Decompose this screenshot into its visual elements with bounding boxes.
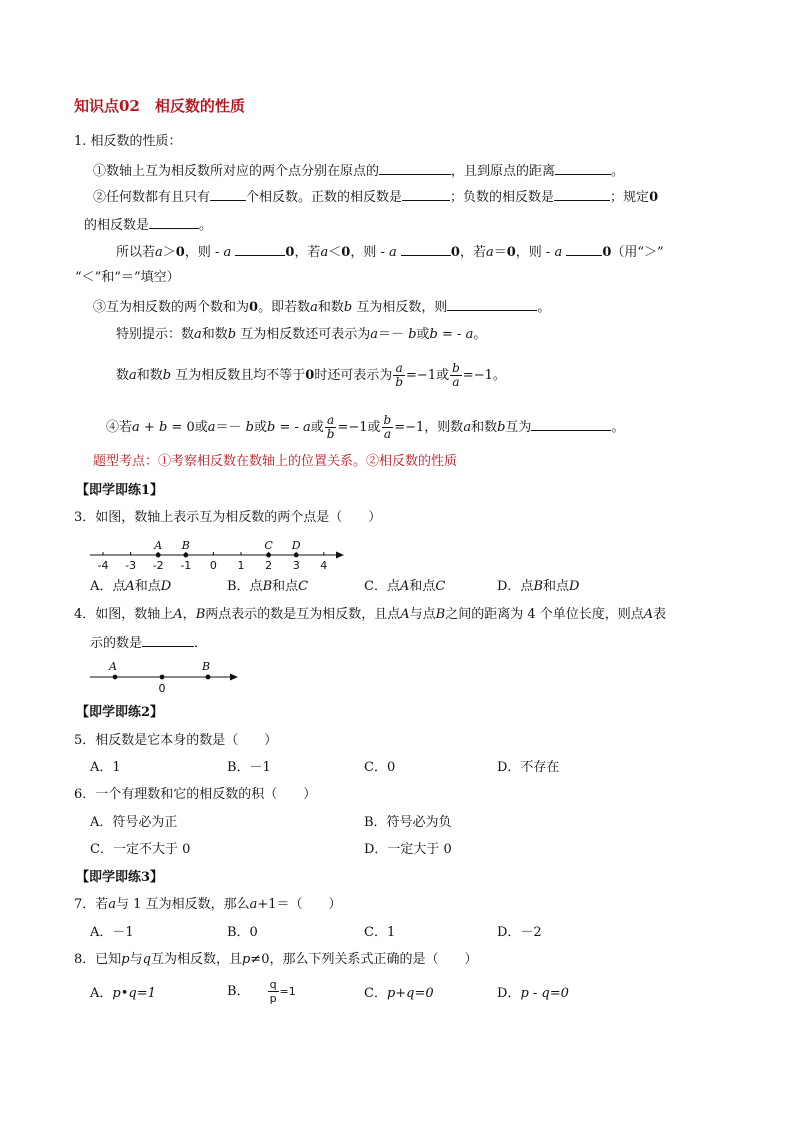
exam-point: 题型考点：①考察相反数在数轴上的位置关系。②相反数的性质 xyxy=(93,454,458,469)
property-3: ③互为相反数的两个数和为0。即若数a和数b 互为相反数，则 。 xyxy=(93,300,551,315)
point-A xyxy=(156,553,161,558)
comparison-line: 所以若a＞0，则 - a 0，若a＜0，则 - a 0，若a＝0，则 - a 0（用“＞” xyxy=(116,245,664,260)
q3-option-c[interactable]: C．点A和点C xyxy=(364,579,446,594)
point-B xyxy=(183,553,188,558)
q5-option-b[interactable]: B．－1 xyxy=(227,760,271,775)
q3-option-d[interactable]: D．点B和点D xyxy=(497,579,580,594)
q8-option-d[interactable]: D．p - q=0 xyxy=(497,986,569,1001)
number-line-2-arrow xyxy=(230,674,238,681)
q5-option-a[interactable]: A．1 xyxy=(90,760,121,775)
point-label-A: A xyxy=(154,539,163,552)
point-B xyxy=(206,675,211,680)
q5-option-d[interactable]: D．不存在 xyxy=(497,760,560,775)
question-8-stem: 8．已知p与q互为相反数，且p≠0，那么下列关系式正确的是（ ） xyxy=(74,952,478,967)
tick-label: 3 xyxy=(292,559,300,572)
question-5-stem: 5．相反数是它本身的数是（ ） xyxy=(74,733,278,748)
property-heading: 1. 相反数的性质： xyxy=(74,134,182,149)
practice-2-heading: 【即学即练2】 xyxy=(76,705,164,720)
number-line-1-arrow xyxy=(336,552,344,559)
question-6-stem: 6．一个有理数和它的相反数的积（ ） xyxy=(74,787,317,802)
origin-point xyxy=(160,675,165,680)
section-title: 知识点02 相反数的性质 xyxy=(74,97,245,115)
question-4-stem: 4．如图，数轴上A，B两点表示的数是互为相反数，且点A与点B之间的距离为 4 个单位长度，则点A表 xyxy=(74,607,667,622)
q7-option-d[interactable]: D．－2 xyxy=(497,925,542,940)
property-2: ②任何数都有且只有 个相反数。正数的相反数是 ；负数的相反数是 ；规定0 xyxy=(93,190,659,205)
special-hint: 特别提示：数a和数b 互为相反数还可表示为a＝－ b或b = - a。 xyxy=(116,327,487,342)
q7-option-c[interactable]: C．1 xyxy=(364,925,396,940)
tick-label: -4 xyxy=(97,559,109,572)
q7-option-a[interactable]: A．－1 xyxy=(90,925,134,940)
fraction-b-over-a: $\frac{b}{a}$ xyxy=(452,361,460,389)
practice-1-heading: 【即学即练1】 xyxy=(76,483,164,498)
q3-option-a[interactable]: A．点A和点D xyxy=(90,579,172,594)
q8-option-b[interactable]: B． $\frac{q}{p}$ =1 xyxy=(227,978,296,1005)
point-D xyxy=(294,553,299,558)
property-1: ①数轴上互为相反数所对应的两个点分别在原点的 ，且到原点的距离 。 xyxy=(93,164,625,179)
fraction-a-over-b-2: $\frac{a}{b}$ xyxy=(326,413,335,441)
q5-option-c[interactable]: C．0 xyxy=(364,760,396,775)
fraction-b-over-a-2: $\frac{b}{a}$ xyxy=(383,413,392,441)
tick-label: 4 xyxy=(320,559,328,572)
point-label-D: D xyxy=(291,539,301,552)
q6-option-c[interactable]: C．一定不大于 0 xyxy=(90,842,191,857)
q6-option-d[interactable]: D．一定大于 0 xyxy=(364,842,452,857)
property-2-line2: 的相反数是 。 xyxy=(84,218,213,233)
origin-label: 0 xyxy=(158,682,166,695)
property-4: ④若a + b = 0或a＝－ b或b = - a或 $\frac{a}{b}$ =−1或 $\frac{b}{a}$ =−1，则数a和数b互为 。 xyxy=(106,413,625,441)
tick-label: 2 xyxy=(265,559,273,572)
tick-label: -3 xyxy=(125,559,137,572)
q7-option-b[interactable]: B．0 xyxy=(227,925,258,940)
question-3-stem: 3．如图，数轴上表示互为相反数的两个点是（ ） xyxy=(74,510,382,525)
number-line-2 xyxy=(86,656,246,696)
point-label-B: B xyxy=(181,539,190,552)
q6-option-a[interactable]: A．符号必为正 xyxy=(90,815,178,830)
point-C xyxy=(266,553,271,558)
comparison-line-2: “＜”和“＝”填空） xyxy=(75,270,180,285)
point-A xyxy=(113,675,118,680)
point-label-B: B xyxy=(201,660,211,673)
tick-label: -2 xyxy=(152,559,164,572)
fraction-a-over-b: $\frac{a}{b}$ xyxy=(395,361,404,389)
point-label-A: A xyxy=(109,660,117,673)
q3-option-b[interactable]: B．点B和点C xyxy=(227,579,309,594)
tick-label: -1 xyxy=(180,559,192,572)
number-line-1 xyxy=(86,534,348,574)
tick-label: 0 xyxy=(209,559,217,572)
tick-label: 1 xyxy=(237,559,245,572)
question-4-line2: 示的数是 ． xyxy=(90,636,208,651)
q6-option-b[interactable]: B．符号必为负 xyxy=(364,815,452,830)
q8-option-c[interactable]: C．p+q=0 xyxy=(364,986,434,1001)
question-7-stem: 7．若a与 1 互为相反数，那么a+1＝（ ） xyxy=(74,897,342,912)
point-label-C: C xyxy=(264,539,273,552)
q8-option-a[interactable]: A．p•q=1 xyxy=(90,986,156,1001)
practice-3-heading: 【即学即练3】 xyxy=(76,870,164,885)
nonzero-line: 数a和数b 互为相反数且均不等于0时还可表示为 $\frac{a}{b}$ =−1或 $\frac{b}{a}$ =−1。 xyxy=(116,361,506,389)
